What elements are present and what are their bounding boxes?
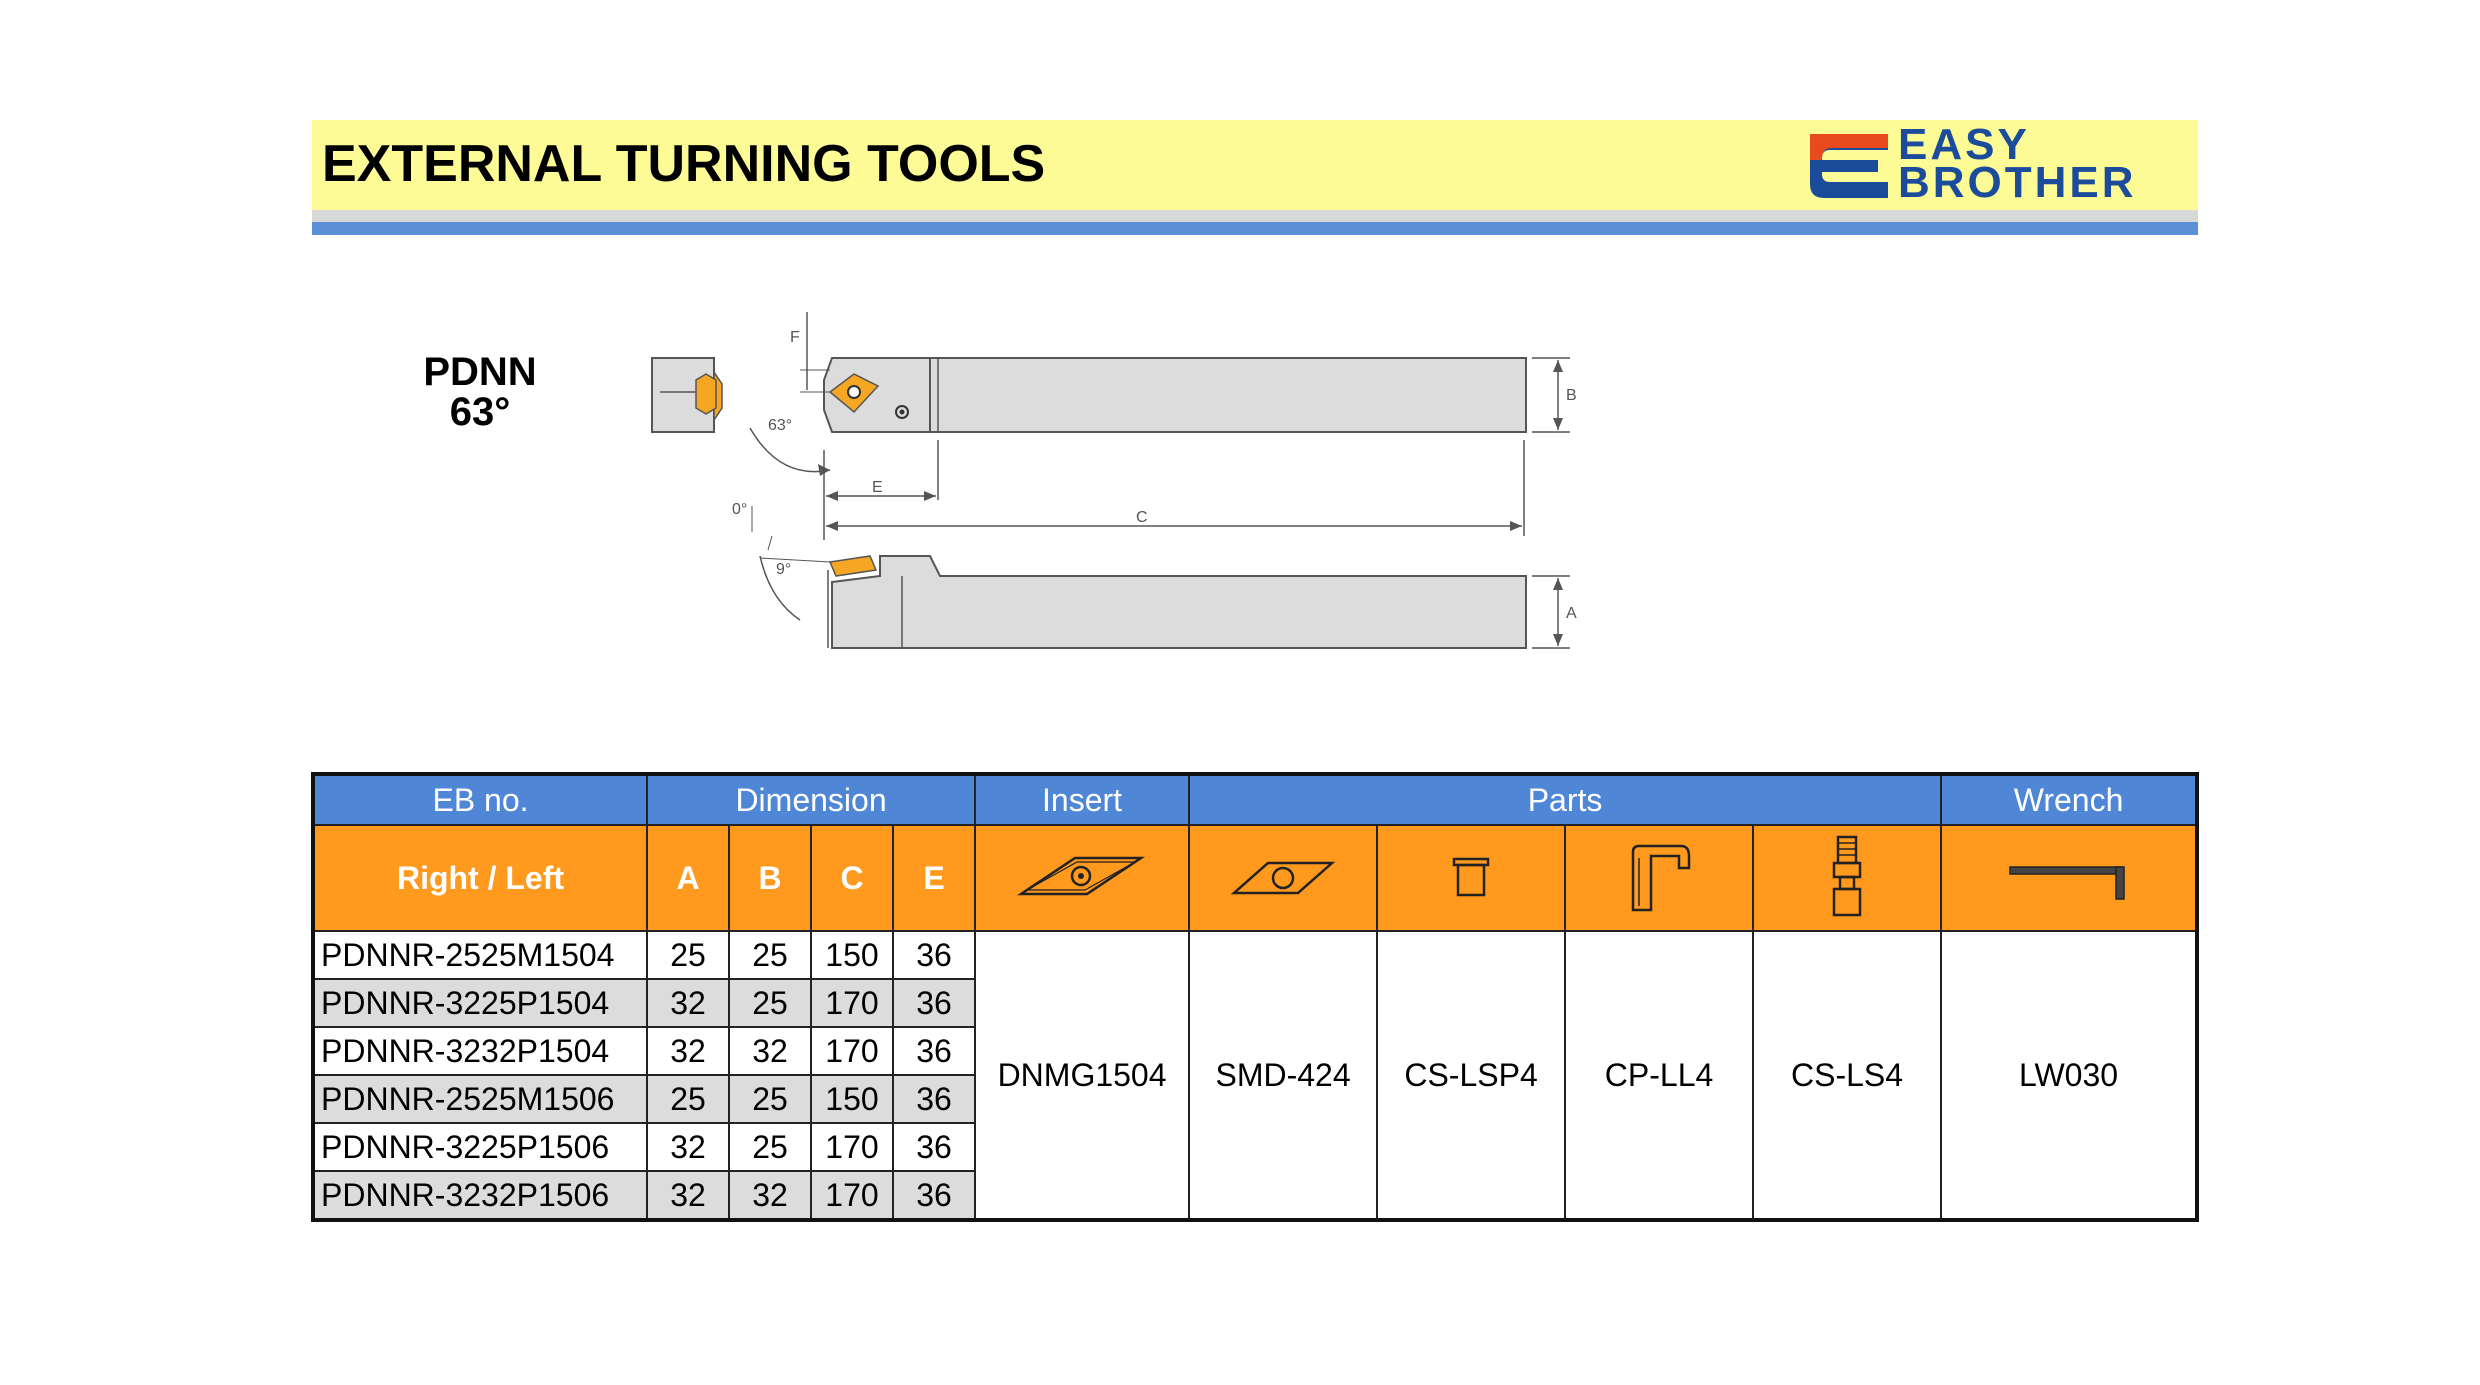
cell-clamp: CP-LL4: [1565, 931, 1753, 1220]
insert-diamond-icon: [975, 825, 1189, 931]
cell-dim-e: 36: [893, 1123, 975, 1171]
cell-dim-b: 32: [729, 1027, 811, 1075]
sub-header-row: [313, 825, 2197, 931]
top-view: [732, 312, 1577, 540]
cell-dim-e: 36: [893, 979, 975, 1027]
header-rule-grey: [312, 210, 2198, 222]
spec-table: [311, 772, 2199, 1222]
cell-screw: CS-LS4: [1753, 931, 1941, 1220]
cell-wrench: LW030: [1941, 931, 2197, 1220]
end-view: [652, 358, 722, 432]
cell-model: PDNNR-3232P1504: [313, 1027, 647, 1075]
header-right-left: Right / Left: [313, 825, 647, 931]
model-label: [400, 352, 560, 432]
header-rule-blue: [312, 222, 2198, 235]
cell-dim-a: 25: [647, 931, 729, 979]
cell-model: PDNNR-2525M1506: [313, 1075, 647, 1123]
label-C: C: [1136, 509, 1148, 526]
cell-dim-b: 25: [729, 979, 811, 1027]
header-dim-c: C: [811, 825, 893, 931]
cell-dim-a: 32: [647, 1123, 729, 1171]
model-angle: 63°: [449, 390, 511, 434]
cell-model: PDNNR-3232P1506: [313, 1171, 647, 1220]
cell-dim-a: 32: [647, 979, 729, 1027]
label-angle-9: 9°: [776, 561, 792, 578]
table-row: [313, 931, 2197, 979]
cell-dim-a: 32: [647, 1027, 729, 1075]
cell-dim-e: 36: [893, 1171, 975, 1220]
header-dim-b: B: [729, 825, 811, 931]
group-header-row: [313, 774, 2197, 825]
header-dimension: Dimension: [647, 774, 975, 825]
label-B: B: [1566, 387, 1577, 404]
shim-icon: [1189, 825, 1377, 931]
label-zero: 0°: [732, 501, 748, 518]
cell-dim-c: 150: [811, 1075, 893, 1123]
cell-dim-c: 170: [811, 979, 893, 1027]
header-dim-a: A: [647, 825, 729, 931]
cell-pin: CS-LSP4: [1377, 931, 1565, 1220]
label-F: F: [790, 329, 800, 346]
cell-dim-b: 25: [729, 931, 811, 979]
cell-dim-c: 170: [811, 1027, 893, 1075]
header-parts: Parts: [1189, 774, 1941, 825]
hex-wrench-icon: [1941, 825, 2197, 931]
logo-mark-icon: [1802, 128, 1892, 204]
page-title: EXTERNAL TURNING TOOLS: [322, 135, 1046, 193]
cell-dim-b: 25: [729, 1075, 811, 1123]
cell-dim-c: 170: [811, 1171, 893, 1220]
cell-dim-a: 25: [647, 1075, 729, 1123]
cell-model: PDNNR-3225P1504: [313, 979, 647, 1027]
cell-dim-b: 25: [729, 1123, 811, 1171]
logo-text-easy: EASY: [1898, 120, 2030, 169]
cell-dim-e: 36: [893, 931, 975, 979]
cell-dim-c: 150: [811, 931, 893, 979]
cell-dim-e: 36: [893, 1027, 975, 1075]
tool-drawing: [640, 300, 1577, 660]
cell-dim-b: 32: [729, 1171, 811, 1220]
clamp-lever-icon: [1565, 825, 1753, 931]
model-name: PDNN: [423, 350, 537, 394]
cell-shim: SMD-424: [1189, 931, 1377, 1220]
pin-icon: [1377, 825, 1565, 931]
header-eb-no: EB no.: [313, 774, 647, 825]
label-angle-63: 63°: [768, 417, 793, 434]
header-insert: Insert: [975, 774, 1189, 825]
cell-model: PDNNR-2525M1504: [313, 931, 647, 979]
label-A: A: [1566, 605, 1577, 622]
cell-dim-c: 170: [811, 1123, 893, 1171]
header-dim-e: E: [893, 825, 975, 931]
logo-text-brother: BROTHER: [1898, 158, 2137, 207]
cell-model: PDNNR-3225P1506: [313, 1123, 647, 1171]
header-wrench: Wrench: [1941, 774, 2197, 825]
cell-dim-a: 32: [647, 1171, 729, 1220]
cell-dim-e: 36: [893, 1075, 975, 1123]
side-view: [760, 536, 1577, 648]
label-E: E: [872, 479, 883, 496]
screw-icon: [1753, 825, 1941, 931]
cell-insert: DNMG1504: [975, 931, 1189, 1220]
easy-brother-logo: [1800, 122, 2192, 208]
